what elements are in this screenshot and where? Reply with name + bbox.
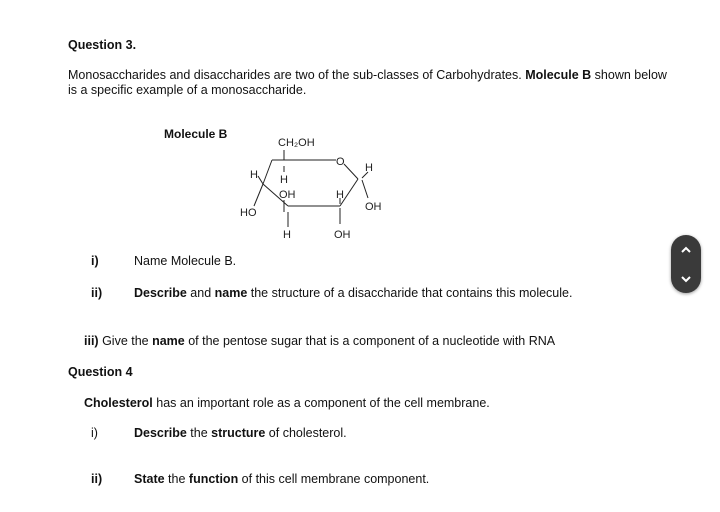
q3-iii-line <box>84 334 555 348</box>
ch2oh-label: CH₂OH <box>278 137 315 149</box>
q3-ii-bold-describe: Describe <box>134 286 187 300</box>
q3-iii-bold-name: name <box>152 334 185 348</box>
h-inner-right-label: H <box>336 189 344 201</box>
q4-i-bold-structure: structure <box>211 426 266 440</box>
h-right-label: H <box>365 162 373 174</box>
h-bottom-label: H <box>283 229 291 241</box>
q4-ii-bold-state: State <box>134 472 165 486</box>
q4-ii-bold-function: function <box>188 472 239 486</box>
molecule-label: Molecule B <box>164 127 228 141</box>
q3-iii-pre: Give the <box>98 334 153 348</box>
q4-intro-rest: has an important role as a component of the cell membrane. <box>152 396 490 410</box>
h-inner-left-label: H <box>280 174 288 186</box>
chevron-up-icon[interactable] <box>671 235 701 264</box>
question-4-intro <box>84 396 490 410</box>
q4-ii-text <box>134 472 429 486</box>
q4-ii-rest: of this cell membrane component. <box>238 472 430 486</box>
q3-ii-rest: the structure of a disaccharide that contains this molecule. <box>247 286 573 300</box>
ring-oxygen-label: O <box>336 156 345 168</box>
oh-bottom-label: OH <box>334 229 351 241</box>
q4-intro-bold: Cholesterol <box>84 396 153 410</box>
q4-i-number: i) <box>91 426 98 440</box>
q3-ii-number: ii) <box>91 286 103 300</box>
q4-i-rest: of cholesterol. <box>265 426 347 440</box>
page-navigation-control <box>671 235 701 293</box>
h-top-left-label: H <box>250 169 258 181</box>
q3-i-number: i) <box>91 254 99 268</box>
q4-i-text <box>134 426 347 440</box>
q3-i-text: Name Molecule B. <box>134 254 237 268</box>
intro-bold: Molecule B <box>525 68 592 82</box>
molecule-b-structure <box>230 132 400 247</box>
ho-left-label: HO <box>240 207 257 219</box>
question-4-heading: Question 4 <box>68 365 133 379</box>
intro-text-1: Monosaccharides and disaccharides are two of the sub-classes of Carbohydrates. <box>68 68 526 82</box>
q4-i-mid: the <box>186 426 212 440</box>
q3-ii-text <box>134 286 572 300</box>
q4-ii-mid: the <box>164 472 189 486</box>
oh-right-label: OH <box>365 201 382 213</box>
question-3-heading: Question 3. <box>68 38 137 52</box>
chevron-down-icon[interactable] <box>671 264 701 293</box>
q3-iii-number: iii) <box>84 334 99 348</box>
q3-ii-bold-name: name <box>214 286 248 300</box>
question-3-intro <box>68 68 668 98</box>
q4-ii-number: ii) <box>91 472 103 486</box>
intro-text-2: shown below is a specific example of a monosaccharide. <box>68 68 667 97</box>
oh-inner-left-label: OH <box>279 189 296 201</box>
q3-ii-and: and <box>186 286 215 300</box>
q3-iii-rest: of the pentose sugar that is a component of a nucleotide with RNA <box>184 334 556 348</box>
q4-i-bold-describe: Describe <box>134 426 187 440</box>
